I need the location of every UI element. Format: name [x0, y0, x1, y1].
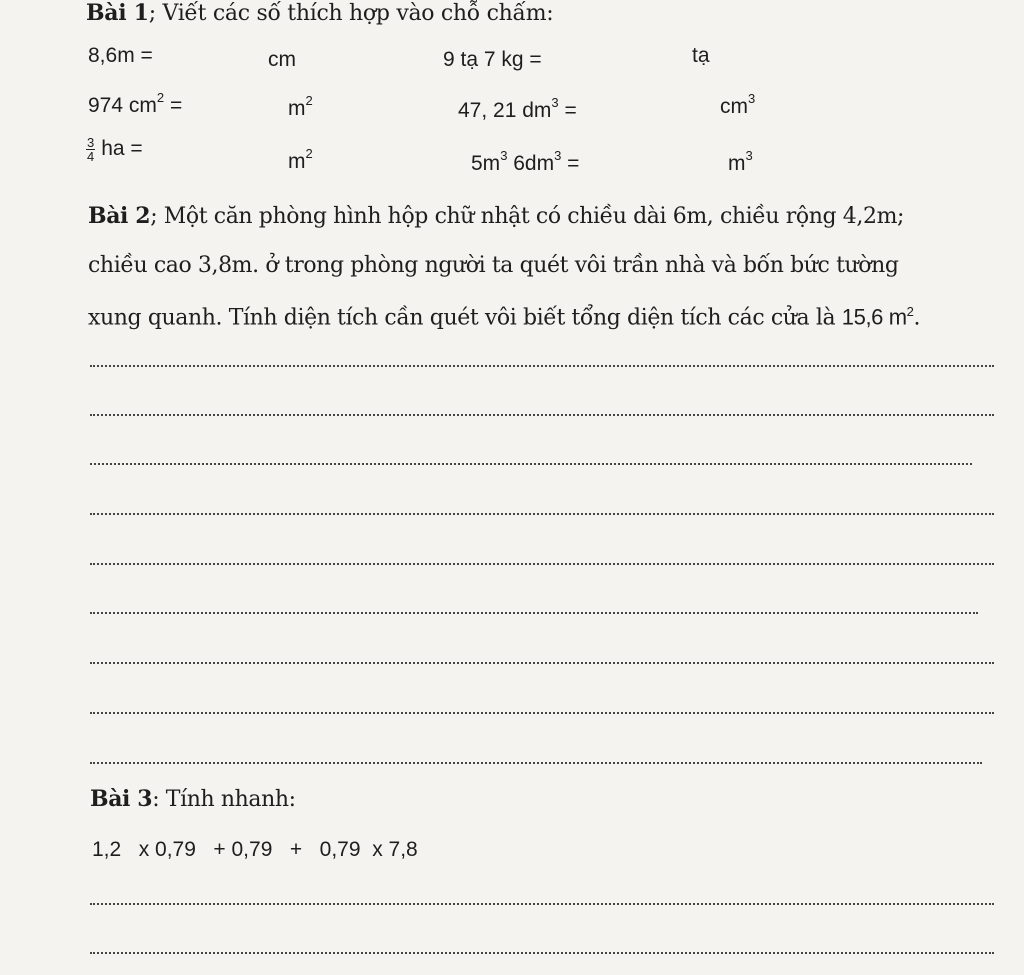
answer-line: [90, 662, 994, 664]
exercise-3-expression: 1,2 x 0,79 + 0,79 + 0,79 x 7,8: [92, 838, 418, 861]
conversion-1-left: 8,6m =: [88, 44, 153, 67]
conversion-4-unit-text: cm: [720, 95, 748, 118]
fraction-denominator: 4: [87, 149, 95, 164]
exercise-2-text-1: ; Một căn phòng hình hộp chữ nhật có chiều dài 6m, chiều rộng 4,2m;: [150, 204, 905, 229]
conversion-3-unit-exponent: 2: [305, 93, 313, 108]
exercise-2-text-3: xung quanh. Tính diện tích cần quét vôi biết tổng diện tích các cửa là: [88, 305, 842, 331]
conversion-5-unit: [288, 148, 313, 174]
answer-line: [90, 712, 994, 714]
conversion-6-equals: =: [561, 152, 580, 175]
door-area-value: 15,6 m: [841, 304, 907, 330]
conversion-3-unit-text: m: [288, 97, 306, 120]
conversion-2-unit: tạ: [692, 44, 710, 67]
conversion-6-left: [471, 150, 579, 176]
conversion-6-unit-text: m: [728, 152, 746, 175]
fraction-numerator: 3: [87, 135, 95, 150]
conversion-4-exponent: 3: [551, 95, 559, 110]
conversion-4-unit-exponent: 3: [748, 91, 756, 106]
answer-line: [90, 365, 994, 367]
exercise-2-line-1: [88, 203, 904, 229]
conversion-4-left: [458, 97, 577, 123]
answer-line: [90, 952, 994, 954]
conversion-6-exponent: 3: [500, 148, 508, 163]
conversion-2-left: 9 tạ 7 kg =: [443, 48, 542, 71]
answer-line: [90, 463, 972, 465]
conversion-3-left: [88, 92, 182, 118]
conversion-3-value: 974 cm: [88, 94, 157, 117]
conversion-6-value: 5m: [471, 152, 501, 175]
exercise-3-label: Bài 3: [90, 786, 153, 812]
conversion-3-equals: =: [164, 94, 183, 117]
exercise-2-line-2: chiều cao 3,8m. ở trong phòng người ta quét vôi trần nhà và bốn bức tường: [88, 253, 899, 278]
exercise-2-label: Bài 2: [88, 203, 151, 229]
conversion-5-unit-text: m: [288, 150, 306, 173]
conversion-6-unit-exponent: 3: [745, 148, 753, 163]
exercise-2-period: .: [913, 305, 921, 331]
conversion-5-unit-exponent: 2: [305, 146, 313, 161]
exercise-2-line-3: [88, 304, 920, 330]
exercise-3-title: [90, 786, 296, 812]
conversion-3-exponent: 2: [156, 90, 165, 105]
answer-line: [90, 414, 994, 416]
exercise-1-label: Bài 1: [86, 0, 149, 26]
answer-line: [90, 762, 982, 764]
conversion-4-value: 47, 21 dm: [458, 99, 552, 122]
conversion-4-equals: =: [558, 99, 577, 122]
door-area-exponent: 2: [906, 304, 914, 319]
conversion-4-unit: [720, 93, 755, 119]
answer-line: [90, 513, 994, 515]
answer-line: [90, 612, 978, 614]
answer-line: [90, 563, 994, 565]
conversion-3-unit: [288, 95, 313, 121]
conversion-6-mid: 6dm: [507, 152, 555, 175]
conversion-5-left: [86, 136, 143, 163]
exercise-1-instruction: ; Viết các số thích hợp vào chỗ chấm:: [148, 1, 554, 26]
exercise-1-title: [86, 0, 553, 26]
answer-line: [90, 903, 994, 905]
conversion-6-unit: [728, 150, 753, 176]
conversion-5-value: ha =: [101, 137, 143, 161]
conversion-6-exponent-2: 3: [554, 148, 562, 163]
exercise-3-instruction: : Tính nhanh:: [152, 787, 296, 812]
fraction: [86, 136, 95, 163]
conversion-1-unit: cm: [268, 48, 296, 71]
